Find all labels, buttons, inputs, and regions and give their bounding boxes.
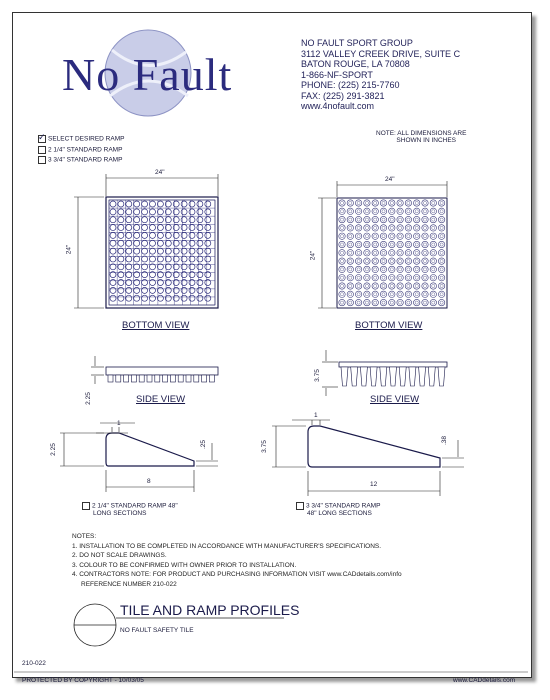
checkbox-icon[interactable] (38, 156, 46, 164)
ramp-select-header[interactable] (38, 132, 125, 143)
website-link[interactable]: www.CADdetails.com (453, 677, 516, 684)
tile-foot (131, 375, 136, 382)
ramp-left-caption[interactable] (82, 502, 178, 517)
dim-label: 1 (314, 412, 318, 419)
tile-foot (409, 367, 416, 386)
ramp-option-label: 2 1/4" STANDARD RAMP (48, 146, 123, 154)
note-item: 3. COLOUR TO BE CONFIRMED WITH OWNER PRIOR TO INSTALLATION. (72, 561, 297, 569)
dim-label: 2.25 (49, 443, 57, 456)
dimension-note (376, 130, 466, 144)
ramp-option-2-25[interactable] (38, 146, 122, 154)
bottom-view-label-left: BOTTOM VIEW (122, 320, 190, 331)
dim-label: 8 (147, 478, 151, 485)
side-view-label-right: SIDE VIEW (370, 394, 420, 405)
tile-foot (194, 375, 199, 382)
tile-foot (438, 367, 445, 386)
tile-foot (360, 367, 367, 386)
caption-line: LONG SECTIONS (93, 510, 147, 517)
dim-label: 1 (117, 420, 121, 427)
tile-foot (170, 375, 175, 382)
side-view-left (106, 367, 218, 382)
tile-foot (116, 375, 121, 382)
bottom-view-right-tile (337, 198, 447, 308)
dimension-note-line: SHOWN IN INCHES (396, 137, 457, 144)
address-line: www.4nofault.com (301, 101, 375, 111)
tile-foot (155, 375, 160, 382)
ramp-select-header-label: SELECT DESIRED RAMP (48, 135, 125, 143)
tile-foot (399, 367, 406, 386)
tile-foot (380, 367, 387, 386)
ramp-option-3-75[interactable] (38, 156, 122, 164)
note-item: 2. DO NOT SCALE DRAWINGS. (72, 552, 167, 559)
tile-foot (209, 375, 214, 382)
drawing-number: 210-022 (22, 660, 46, 667)
tile-foot (139, 375, 144, 382)
notes-title: NOTES: (72, 533, 97, 540)
caption-line: 3 3/4" STANDARD RAMP (306, 502, 381, 510)
tile-foot (370, 367, 377, 386)
bottom-view-label-right: BOTTOM VIEW (355, 320, 423, 331)
side-view-label-left: SIDE VIEW (136, 394, 186, 405)
ramp-left-profile (106, 433, 194, 466)
tile-foot (419, 367, 426, 386)
tile-foot (390, 367, 397, 386)
dim-label: 24" (385, 176, 395, 183)
side-view-right (339, 362, 447, 386)
tile-foot (351, 367, 358, 386)
copyright-text: PROTECTED BY COPYRIGHT - 10/03/05 (22, 677, 144, 684)
ramp-right-caption[interactable] (296, 502, 380, 517)
tile-foot (178, 375, 183, 382)
dim-label: 3.75 (260, 440, 268, 453)
dim-label: 24" (65, 244, 73, 255)
address-line: 3112 VALLEY CREEK DRIVE, SUITE C (301, 48, 461, 59)
dim-label: 3.75 (313, 369, 321, 382)
dim-label: 24" (155, 169, 165, 176)
dimension-note-line: NOTE: ALL DIMENSIONS ARE (376, 130, 467, 137)
side-right-dim (322, 350, 338, 396)
checkbox-icon[interactable] (82, 502, 90, 510)
bottom-view-left-tile (106, 197, 218, 308)
address-line: NO FAULT SPORT GROUP (301, 38, 413, 48)
dim-label: .38 (441, 435, 449, 446)
checkbox-icon[interactable] (296, 502, 304, 510)
notes-section (72, 532, 402, 589)
drawing-subtitle: NO FAULT SAFETY TILE (120, 627, 194, 634)
checkbox-icon[interactable] (38, 146, 46, 154)
checked-checkbox-icon[interactable]: ✓ (38, 132, 46, 142)
tile-foot (147, 375, 152, 382)
dim-label: 12 (370, 481, 378, 488)
dim-label: 24" (309, 250, 317, 261)
note-item: 1. INSTALLATION TO BE COMPLETED IN ACCORDANCE WITH MANUFACTURER'S SPECIFICATIONS. (72, 542, 382, 550)
note-item: REFERENCE NUMBER 210-022 (72, 580, 177, 588)
address-line: PHONE: (225) 215-7760 (301, 80, 400, 90)
ramp-right-profile (308, 426, 440, 467)
dim-label: 2.25 (84, 392, 92, 405)
address-line: 1-866-NF-SPORT (301, 69, 373, 80)
tile-foot (124, 375, 129, 382)
tile-foot (163, 375, 168, 382)
tile-foot (108, 375, 113, 382)
address-line: BATON ROUGE, LA 70808 (301, 59, 410, 69)
note-item: 4. CONTRACTORS NOTE: FOR PRODUCT AND PURCHASING INFORMATION VISIT www.CADdetails.com/info (72, 571, 402, 578)
tile-foot (186, 375, 191, 382)
drawing-title: TILE AND RAMP PROFILES (120, 602, 300, 618)
tile-foot (202, 375, 207, 382)
caption-line: 2 1/4" STANDARD RAMP 48" (92, 502, 178, 510)
company-address (301, 38, 460, 112)
ramp-option-label: 3 3/4" STANDARD RAMP (48, 156, 123, 164)
side-left-dim (91, 356, 104, 384)
dim-label: .25 (200, 439, 208, 450)
tile-foot (341, 367, 348, 386)
address-line: FAX: (225) 291-3821 (301, 90, 385, 101)
company-logo: No Fault (62, 49, 233, 100)
tile-foot (428, 367, 435, 386)
caption-line: 48" LONG SECTIONS (307, 510, 372, 517)
